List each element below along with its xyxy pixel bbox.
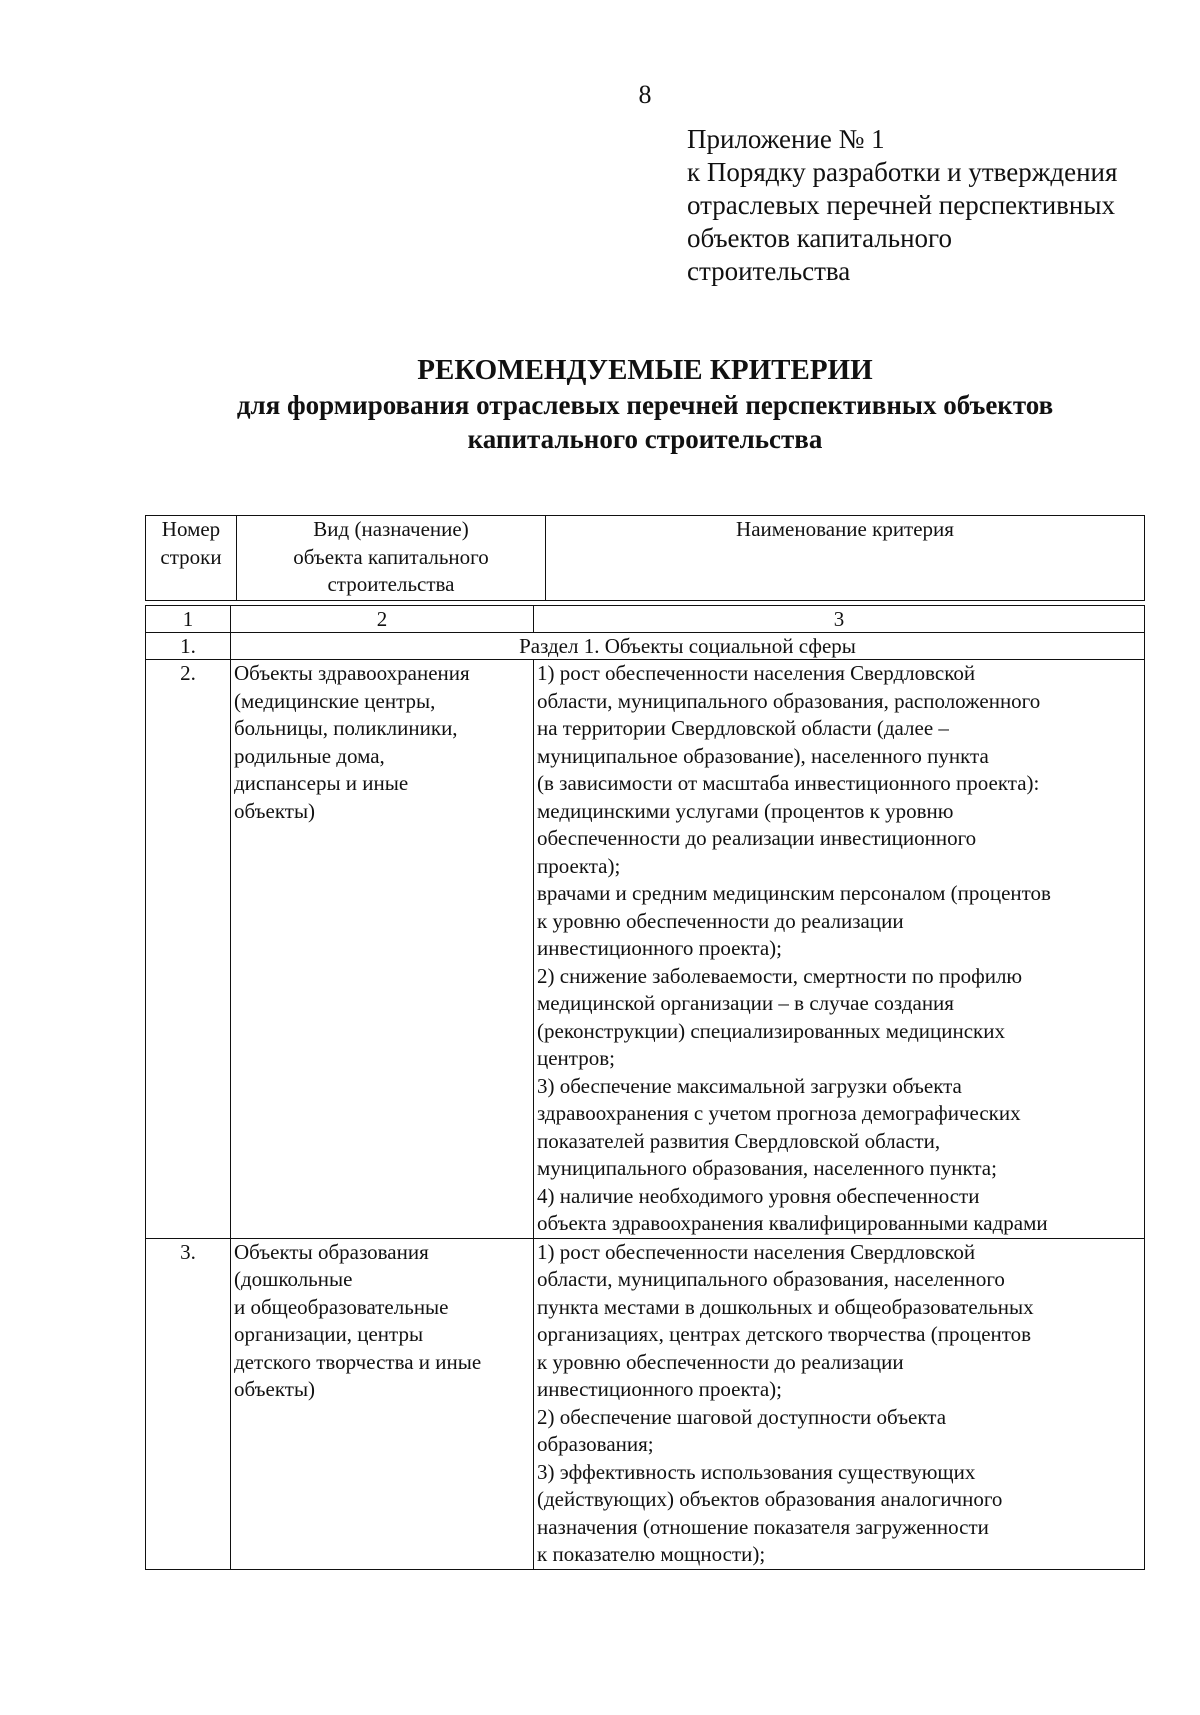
text-line: и общеобразовательные	[234, 1294, 449, 1319]
text-line: (действующих) объектов образования аналогичного	[537, 1487, 1003, 1511]
header-text: строительства	[327, 572, 455, 596]
table-row	[146, 1238, 1145, 1569]
text-line: детского творчества и иные	[234, 1349, 482, 1374]
header-object-type	[237, 516, 546, 601]
text-line: объекты)	[234, 1377, 316, 1401]
text-line: инвестиционного проекта);	[537, 1377, 782, 1401]
row-number: 3.	[146, 1238, 231, 1569]
section-row	[146, 633, 1145, 660]
text-line: здравоохранения с учетом прогноза демографических	[537, 1101, 1021, 1125]
object-type-cell	[231, 660, 534, 1239]
text-line: на территории Свердловской области (далее –	[537, 716, 949, 740]
text-line: к уровню обеспеченности до реализации	[537, 1349, 904, 1374]
text-line: 1) рост обеспеченности населения Свердловской	[537, 661, 976, 685]
criteria-table-header	[145, 515, 1145, 601]
text-line: проекта);	[537, 853, 621, 878]
text-line: области, муниципального образования, населенного	[537, 1267, 1005, 1291]
column-number: 3	[534, 606, 1145, 633]
criteria-table	[145, 605, 1145, 1570]
text-line: диспансеры и иные	[234, 771, 409, 795]
text-line: центров;	[537, 1046, 615, 1070]
column-number: 1	[146, 606, 231, 633]
text-line: (дошкольные	[234, 1267, 353, 1291]
criteria-cell	[534, 1238, 1145, 1569]
object-type-cell	[231, 1238, 534, 1569]
text-line: 3) обеспечение максимальной загрузки объекта	[537, 1073, 962, 1098]
text-line: 4) наличие необходимого уровня обеспеченности	[537, 1183, 980, 1208]
criteria-cell	[534, 660, 1145, 1239]
text-line: муниципального образования, населенного пункта;	[537, 1156, 997, 1180]
header-text: Номер	[161, 517, 221, 541]
text-line: показателей развития Свердловской области,	[537, 1128, 941, 1153]
header-text: строки	[160, 544, 222, 569]
text-line: Объекты здравоохранения	[234, 661, 470, 685]
text-line: организациях, центрах детского творчества (процентов	[537, 1322, 1032, 1346]
header-text: объекта капитального	[293, 544, 489, 569]
text-line: организации, центры	[234, 1322, 424, 1346]
text-line: пункта местами в дошкольных и общеобразовательных	[537, 1294, 1034, 1319]
text-line: объекты)	[234, 798, 316, 823]
table-row	[146, 660, 1145, 1239]
text-line: (медицинские центры,	[234, 688, 436, 713]
text-line: медицинскими услугами (процентов к уровню	[537, 798, 954, 823]
text-line: инвестиционного проекта);	[537, 936, 782, 960]
section-title: Раздел 1. Объекты социальной сферы	[231, 633, 1145, 660]
column-number: 2	[231, 606, 534, 633]
text-line: назначения (отношение показателя загруженности	[537, 1514, 989, 1539]
text-line: врачами и средним медицинским персоналом (процентов	[537, 881, 1051, 905]
appendix-line: Приложение № 1	[687, 124, 885, 154]
text-line: образования;	[537, 1432, 654, 1456]
header-text: Наименование критерия	[736, 517, 954, 541]
row-number: 1.	[146, 633, 231, 660]
appendix-reference	[687, 123, 1117, 288]
text-line: муниципальное образование), населенного пункта	[537, 743, 989, 768]
text-line: 3) эффективность использования существующих	[537, 1459, 976, 1484]
text-line: к уровню обеспеченности до реализации	[537, 908, 904, 933]
text-line: медицинской организации – в случае создания	[537, 991, 954, 1015]
title-sub-line: капитального строительства	[467, 424, 823, 454]
text-line: области, муниципального образования, расположенного	[537, 688, 1041, 713]
column-number-row	[146, 606, 1145, 633]
document-title	[130, 352, 1160, 456]
appendix-line: отраслевых перечней перспективных	[687, 190, 1115, 220]
text-line: (реконструкции) специализированных медицинских	[537, 1018, 1005, 1043]
page-number: 8	[638, 80, 652, 109]
text-line: обеспеченности до реализации инвестиционного	[537, 826, 977, 850]
text-line: Объекты образования	[234, 1239, 429, 1264]
header-row-number	[146, 516, 237, 601]
text-line: объекта здравоохранения квалифицированными кадрами	[537, 1211, 1048, 1235]
header-text: Вид (назначение)	[313, 517, 469, 541]
text-line: (в зависимости от масштаба инвестиционного проекта):	[537, 771, 1040, 795]
text-line: 1) рост обеспеченности населения Свердловской	[537, 1239, 976, 1264]
text-line: больницы, поликлиники,	[234, 716, 458, 740]
text-line: родильные дома,	[234, 743, 385, 768]
header-criterion-name	[546, 516, 1145, 601]
appendix-line: объектов капитального	[687, 223, 952, 253]
text-line: к показателю мощности);	[537, 1542, 766, 1566]
appendix-line: к Порядку разработки и утверждения	[687, 157, 1118, 187]
row-number: 2.	[146, 660, 231, 1239]
text-line: 2) снижение заболеваемости, смертности по профилю	[537, 963, 1023, 988]
title-main: РЕКОМЕНДУЕМЫЕ КРИТЕРИИ	[417, 354, 873, 386]
appendix-line: строительства	[687, 256, 851, 286]
text-line: 2) обеспечение шаговой доступности объекта	[537, 1404, 947, 1429]
title-sub-line: для формирования отраслевых перечней перспективных объектов	[236, 390, 1054, 420]
